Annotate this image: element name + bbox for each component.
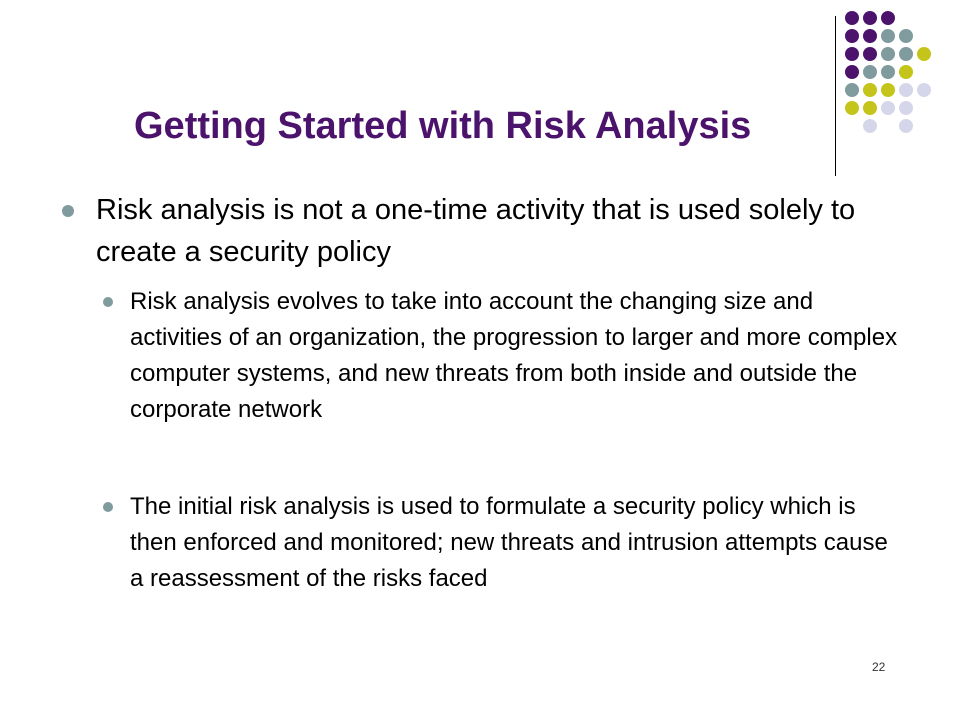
decorative-dot	[863, 119, 877, 133]
decorative-dot	[881, 47, 895, 61]
decorative-dot	[899, 119, 913, 133]
decorative-dot	[863, 47, 877, 61]
decorative-dot	[845, 65, 859, 79]
slide-title: Getting Started with Risk Analysis	[134, 105, 752, 147]
decorative-dot	[881, 65, 895, 79]
decorative-dot	[881, 11, 895, 25]
decorative-dot	[863, 83, 877, 97]
decorative-dot	[881, 83, 895, 97]
decorative-dot	[845, 47, 859, 61]
title-divider	[835, 16, 836, 176]
decorative-dot	[845, 101, 859, 115]
page-number: 22	[872, 660, 886, 674]
decorative-dot	[881, 29, 895, 43]
decorative-dot	[863, 11, 877, 25]
decorative-dot	[845, 11, 859, 25]
decorative-dot	[917, 83, 931, 97]
bullet-marker-level-1	[62, 205, 74, 217]
bullet-text-level-2: The initial risk analysis is used to formulate a security policy which is then enforced and monitored; new threats and intrusion attempts cause a reassessment of the risks faced	[130, 493, 888, 592]
decorative-dot	[899, 47, 913, 61]
decorative-dot	[899, 65, 913, 79]
decorative-dot	[863, 29, 877, 43]
decorative-dot	[863, 65, 877, 79]
bullet-marker-level-2	[103, 502, 113, 512]
decorative-dot	[863, 101, 877, 115]
decorative-dot	[899, 29, 913, 43]
decorative-dot	[917, 47, 931, 61]
decorative-dot	[845, 29, 859, 43]
bullet-text-level-1: Risk analysis is not a one-time activity that is used solely to create a security policy	[96, 194, 856, 268]
decorative-dot	[881, 101, 895, 115]
decorative-dot	[899, 83, 913, 97]
bullet-text-level-2: Risk analysis evolves to take into account the changing size and activities of an organization, the progression to larger and more complex computer systems, and new threats from both inside and outside the corporate network	[130, 288, 898, 423]
decorative-dot	[899, 101, 913, 115]
bullet-marker-level-2	[103, 297, 113, 307]
decorative-dot	[845, 83, 859, 97]
decorative-dot-grid	[845, 11, 957, 151]
